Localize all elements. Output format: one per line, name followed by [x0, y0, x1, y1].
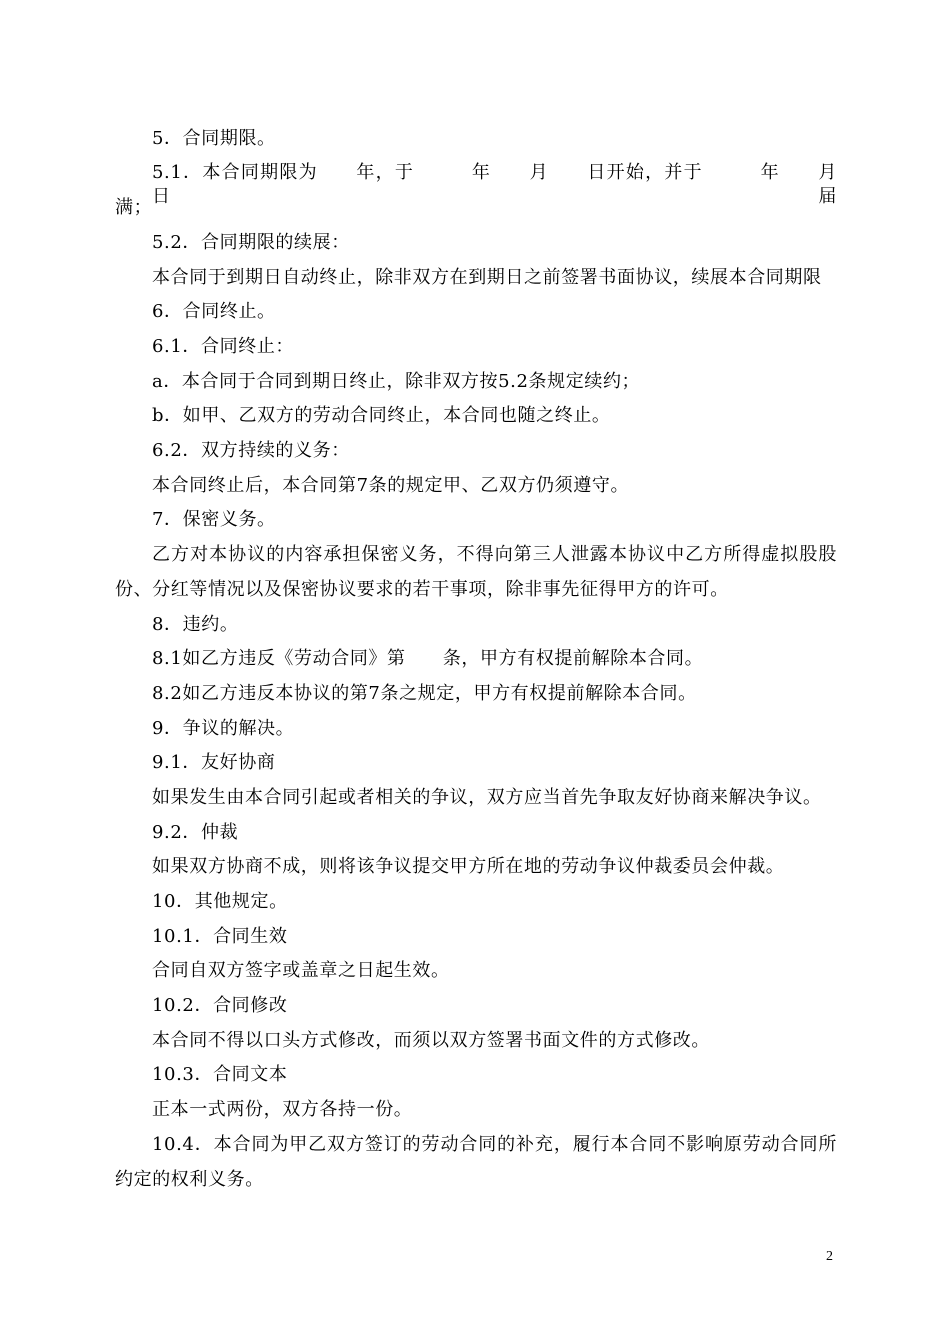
- clause-9-2-heading: 9.2．仲裁: [152, 822, 239, 843]
- clause-5-1-continued: 满；: [115, 197, 153, 218]
- clause-10-3-heading: 10.3．合同文本: [152, 1064, 288, 1085]
- clause-9-2-text: 如果双方协商不成，则将该争议提交甲方所在地的劳动争议仲裁委员会仲裁。: [152, 856, 785, 877]
- clause-5-2-text: 本合同于到期日自动终止，除非双方在到期日之前签署书面协议，续展本合同期限: [152, 267, 822, 288]
- clause-10-3-text: 正本一式两份，双方各持一份。: [152, 1099, 413, 1120]
- section-8-heading: 8．违约。: [152, 614, 239, 635]
- clause-10-1-heading: 10.1．合同生效: [152, 926, 288, 947]
- clause-10-2-heading: 10.2．合同修改: [152, 995, 288, 1016]
- section-7-text-continued: 份、分红等情况以及保密协议要求的若干事项，除非事先征得甲方的许可。: [115, 579, 729, 600]
- clause-9-1-text: 如果发生由本合同引起或者相关的争议，双方应当首先争取友好协商来解决争议。: [152, 787, 822, 808]
- section-7-text: 乙方对本协议的内容承担保密义务，不得向第三人泄露本协议中乙方所得虚拟股股: [152, 544, 837, 565]
- clause-5-2-heading: 5.2．合同期限的续展：: [152, 232, 350, 253]
- clause-6-2-heading: 6.2．双方持续的义务：: [152, 440, 350, 461]
- section-9-heading: 9．争议的解决。: [152, 718, 295, 739]
- clause-10-1-text: 合同自双方签字或盖章之日起生效。: [152, 960, 450, 981]
- clause-8-2: 8.2如乙方违反本协议的第7条之规定，甲方有权提前解除本合同。: [152, 683, 697, 704]
- section-10-heading: 10．其他规定。: [152, 891, 288, 912]
- clause-6-1-a: a．本合同于合同到期日终止，除非双方按5.2条规定续约；: [152, 371, 641, 392]
- clause-5-1: 5.1．本合同期限为 年，于 年 月 日开始，并于 年 月 日届: [152, 162, 875, 207]
- section-6-heading: 6．合同终止。: [152, 301, 276, 322]
- clause-6-1-heading: 6.1．合同终止：: [152, 336, 295, 357]
- clause-10-4: 10.4．本合同为甲乙双方签订的劳动合同的补充，履行本合同不影响原劳动合同所: [152, 1134, 837, 1155]
- clause-9-1-heading: 9.1．友好协商: [152, 752, 276, 773]
- clause-8-1: 8.1如乙方违反《劳动合同》第 条，甲方有权提前解除本合同。: [152, 648, 704, 669]
- section-5-heading: 5．合同期限。: [152, 128, 276, 149]
- clause-6-1-b: b．如甲、乙双方的劳动合同终止，本合同也随之终止。: [152, 405, 611, 426]
- clause-10-4-continued: 约定的权利义务。: [115, 1169, 264, 1190]
- section-7-heading: 7．保密义务。: [152, 509, 276, 530]
- clause-6-2-text: 本合同终止后，本合同第7条的规定甲、乙双方仍须遵守。: [152, 475, 630, 496]
- clause-10-2-text: 本合同不得以口头方式修改，而须以双方签署书面文件的方式修改。: [152, 1030, 710, 1051]
- page-number: 2: [826, 1249, 833, 1264]
